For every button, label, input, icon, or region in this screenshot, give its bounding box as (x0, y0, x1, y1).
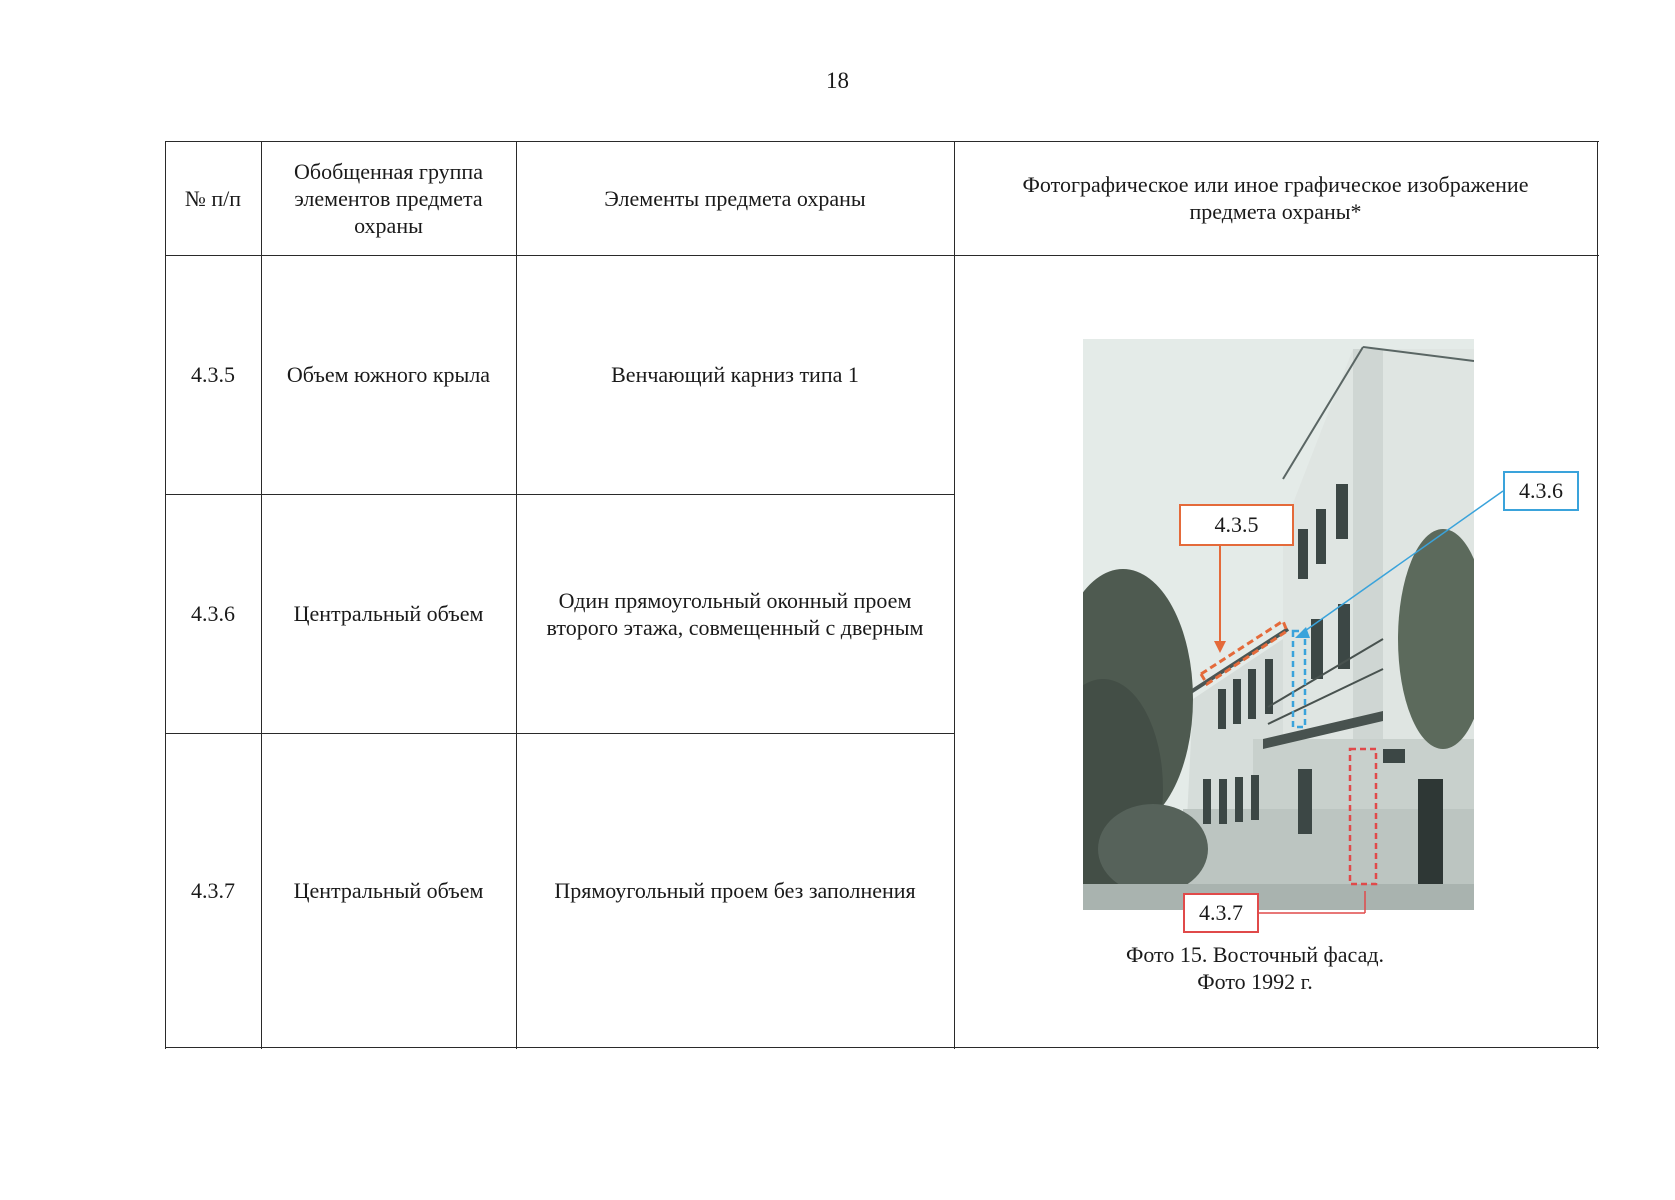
header-image: Фотографическое или иное графическое изображение предмета охраны* (1022, 172, 1529, 224)
header-elements: Элементы предмета охраны (604, 185, 866, 211)
header-number: № п/п (184, 185, 242, 211)
row-element: Один прямоугольный оконный проем второго этажа, совмещенный с дверным (546, 587, 924, 640)
leader-line-4-3-6 (1302, 491, 1503, 633)
leader-arrow-4-3-5 (1214, 641, 1226, 653)
photo-caption (915, 941, 1595, 995)
caption-line-2: Фото 1992 г. (1197, 969, 1313, 994)
caption-line-1: Фото 15. Восточный фасад. (1125, 942, 1385, 967)
callout-4-3-5: 4.3.5 (1179, 504, 1294, 546)
callout-4-3-6: 4.3.6 (1503, 471, 1579, 511)
row-element: Прямоугольный проем без заполнения (554, 877, 916, 903)
row-group: Центральный объем (293, 877, 484, 903)
row-element: Венчающий карниз типа 1 (611, 362, 859, 387)
callout-4-3-7: 4.3.7 (1183, 893, 1259, 933)
row-number: 4.3.7 (191, 877, 235, 903)
row-number: 4.3.6 (191, 601, 235, 626)
row-number: 4.3.5 (191, 362, 235, 387)
row-group: Объем южного крыла (286, 362, 491, 387)
callout-leaders (165, 141, 1599, 1049)
protection-table (165, 141, 1599, 1049)
page-number: 18 (826, 68, 849, 93)
header-group: Обобщенная группа элементов предмета охраны (294, 158, 483, 238)
row-group: Центральный объем (293, 601, 484, 626)
